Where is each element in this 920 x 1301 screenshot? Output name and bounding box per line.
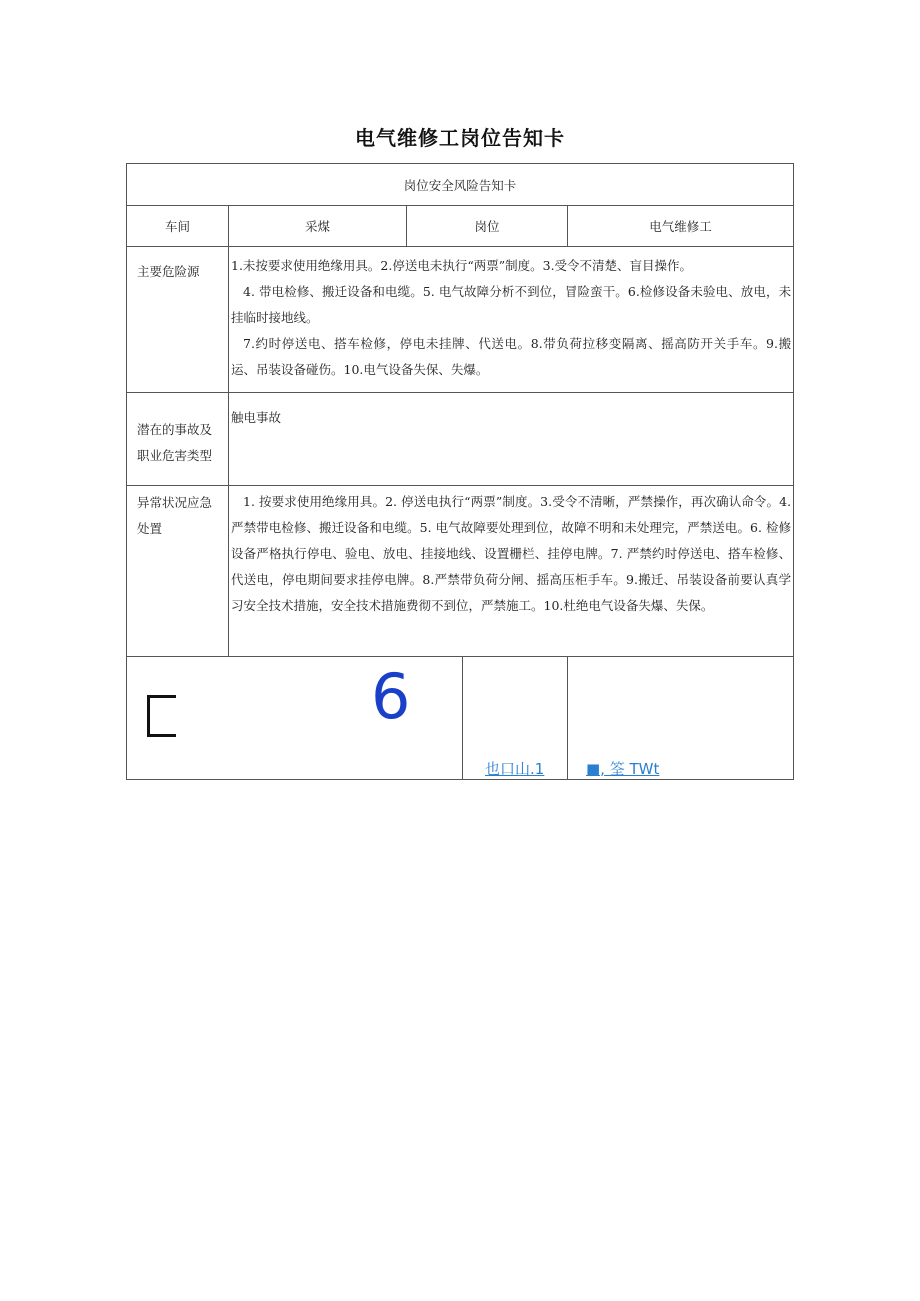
page-title: 电气维修工岗位告知卡	[355, 126, 565, 150]
hazard-line: 7.约时停送电、搭车检修，停电未挂牌、代送电。8.带负荷拉移变隔离、摇高防开关手车。9.搬运、吊装设备碰伤。10.电气设备失保、失爆。	[231, 336, 792, 377]
card-title: 岗位安全风险告知卡	[127, 164, 794, 206]
hazards-label: 主要危险源	[127, 247, 229, 393]
link-text-2[interactable]: ■, 筌 TWt	[586, 760, 660, 778]
signature-cell-1	[127, 657, 463, 780]
hazard-line: 1.未按要求使用绝缘用具。2.停送电未执行“两票”制度。3.受令不清楚、盲目操作。	[231, 258, 693, 273]
signature-cell-3	[568, 657, 794, 780]
hazard-line: 4. 带电检修、搬迁设备和电缆。5. 电气故障分析不到位，冒险蛮干。6.检修设备未验电、放电，未挂临时接地线。	[231, 284, 792, 325]
workshop-value: 采煤	[229, 206, 407, 247]
signature-cell-2	[463, 657, 568, 780]
bracket-mark	[147, 695, 176, 737]
emergency-label: 异常状况应急处置	[127, 486, 229, 657]
accidents-label: 潜在的事故及职业危害类型	[127, 393, 229, 486]
hazards-text	[229, 247, 794, 393]
notice-card-table	[126, 163, 794, 780]
accidents-value: 触电事故	[229, 393, 794, 486]
post-value: 电气维修工	[568, 206, 794, 247]
link-text-1[interactable]: 也口山.1	[485, 760, 545, 778]
workshop-label: 车间	[127, 206, 229, 247]
post-label: 岗位	[407, 206, 568, 247]
big-number: 6	[371, 660, 411, 733]
emergency-text: 1. 按要求使用绝缘用具。2. 停送电执行“两票”制度。3.受令不清晰，严禁操作，再次确认命令。4. 严禁带电检修、搬迁设备和电缆。5. 电气故障要处理到位，故障不明和未处理完，严禁送电。6. 检修设备严格执行停电、验电、放电、挂接地线、设置栅栏、挂停电牌。7. 严禁约时停送电、搭车检修、代送电，停电期间要求挂停电牌。8.严禁带负荷分闸、摇高压柜手车。9.搬迁、吊装设备前要认真学习安全技术措施，安全技术措施费彻不到位，严禁施工。10.杜绝电气设备失爆、失保。	[229, 486, 794, 657]
